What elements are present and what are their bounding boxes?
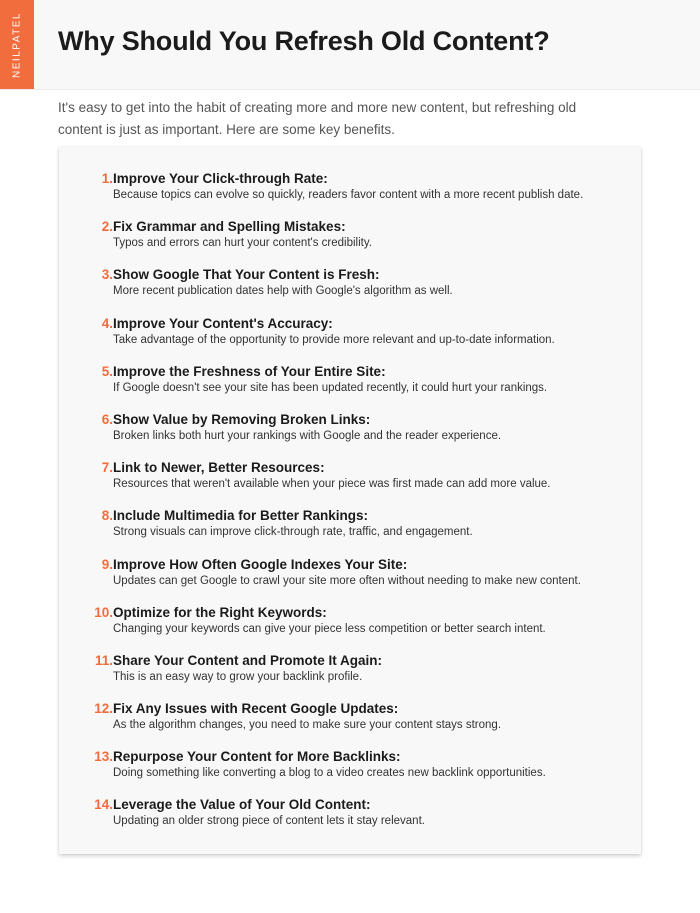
- benefit-description: Broken links both hurt your rankings with Google and the reader experience.: [113, 429, 502, 442]
- benefit-item: [59, 364, 641, 412]
- benefit-description: More recent publication dates help with Google's algorithm as well.: [113, 285, 453, 298]
- benefit-number: 11.: [94, 652, 113, 668]
- benefit-item: [59, 797, 641, 845]
- benefit-heading: Improve How Often Google Indexes Your Site:: [113, 556, 408, 572]
- benefit-description: Typos and errors can hurt your content's credibility.: [113, 237, 372, 250]
- benefits-card: [59, 147, 641, 854]
- benefit-number: 6.: [101, 411, 113, 427]
- benefit-heading: Fix Any Issues with Recent Google Updates:: [113, 701, 399, 717]
- benefit-number: 3.: [101, 267, 113, 283]
- brand-logo-text: NEILPATEL: [11, 11, 23, 78]
- benefit-number: 2.: [101, 219, 113, 235]
- page-title: Why Should You Refresh Old Content?: [58, 26, 550, 56]
- benefit-description: Changing your keywords can give your piece less competition or better search intent.: [113, 622, 546, 635]
- benefit-heading: Optimize for the Right Keywords:: [113, 604, 327, 620]
- benefit-heading: Share Your Content and Promote It Again:: [113, 652, 383, 668]
- benefit-heading: Leverage the Value of Your Old Content:: [113, 797, 371, 813]
- benefit-description: If Google doesn't see your site has been updated recently, it could hurt your rankings.: [113, 381, 548, 394]
- benefit-item: [59, 508, 641, 556]
- benefit-number: 14.: [94, 797, 113, 813]
- benefit-number: 10.: [94, 604, 113, 620]
- benefit-item: [59, 701, 641, 749]
- benefit-item: [59, 557, 641, 605]
- brand-tab: [0, 0, 34, 89]
- benefit-item: [59, 460, 641, 508]
- benefit-heading: Improve Your Click-through Rate:: [113, 171, 328, 186]
- benefit-item: [59, 749, 641, 797]
- benefit-number: 4.: [101, 315, 113, 331]
- benefit-description: Resources that weren't available when your piece was first made can add more value.: [113, 478, 551, 491]
- benefit-description: As the algorithm changes, you need to make sure your content stays strong.: [113, 719, 502, 732]
- benefit-heading: Repurpose Your Content for More Backlinks:: [113, 749, 401, 765]
- benefit-item: [59, 219, 641, 267]
- benefit-number: 8.: [101, 508, 113, 524]
- benefit-description: Take advantage of the opportunity to provide more relevant and up-to-date information.: [113, 333, 555, 346]
- benefit-description: Updates can get Google to crawl your site more often without needing to make new content.: [113, 574, 581, 587]
- benefit-heading: Link to Newer, Better Resources:: [113, 460, 325, 476]
- benefit-item: [59, 171, 641, 219]
- benefit-heading: Improve Your Content's Accuracy:: [113, 315, 333, 331]
- benefit-heading: Show Value by Removing Broken Links:: [113, 411, 371, 427]
- benefit-item: [59, 412, 641, 460]
- benefit-number: 5.: [101, 363, 113, 379]
- benefit-item: [59, 267, 641, 315]
- benefit-heading: Fix Grammar and Spelling Mistakes:: [113, 219, 346, 235]
- benefit-description: Strong visuals can improve click-through rate, traffic, and engagement.: [113, 526, 473, 539]
- intro-paragraph: It's easy to get into the habit of creating more and more new content, but refreshing old content is just as important. Here are some key benefits.: [58, 100, 577, 137]
- benefit-heading: Improve the Freshness of Your Entire Site:: [113, 363, 386, 379]
- benefit-number: 9.: [101, 556, 113, 572]
- benefit-description: This is an easy way to grow your backlink profile.: [113, 670, 363, 683]
- benefit-item: [59, 316, 641, 364]
- benefit-number: 1.: [101, 171, 113, 186]
- benefit-item: [59, 653, 641, 701]
- benefit-item: [59, 605, 641, 653]
- benefit-number: 13.: [94, 749, 113, 765]
- benefits-list: [59, 171, 641, 846]
- benefit-number: 12.: [94, 701, 113, 717]
- benefit-number: 7.: [101, 460, 113, 476]
- benefit-heading: Include Multimedia for Better Rankings:: [113, 508, 369, 524]
- page-header: [0, 0, 700, 90]
- benefit-heading: Show Google That Your Content is Fresh:: [113, 267, 380, 283]
- benefit-description: Because topics can evolve so quickly, readers favor content with a more recent publish date.: [113, 189, 584, 201]
- benefit-description: Doing something like converting a blog to a video creates new backlink opportunities.: [113, 767, 546, 780]
- benefit-description: Updating an older strong piece of content lets it stay relevant.: [113, 815, 425, 828]
